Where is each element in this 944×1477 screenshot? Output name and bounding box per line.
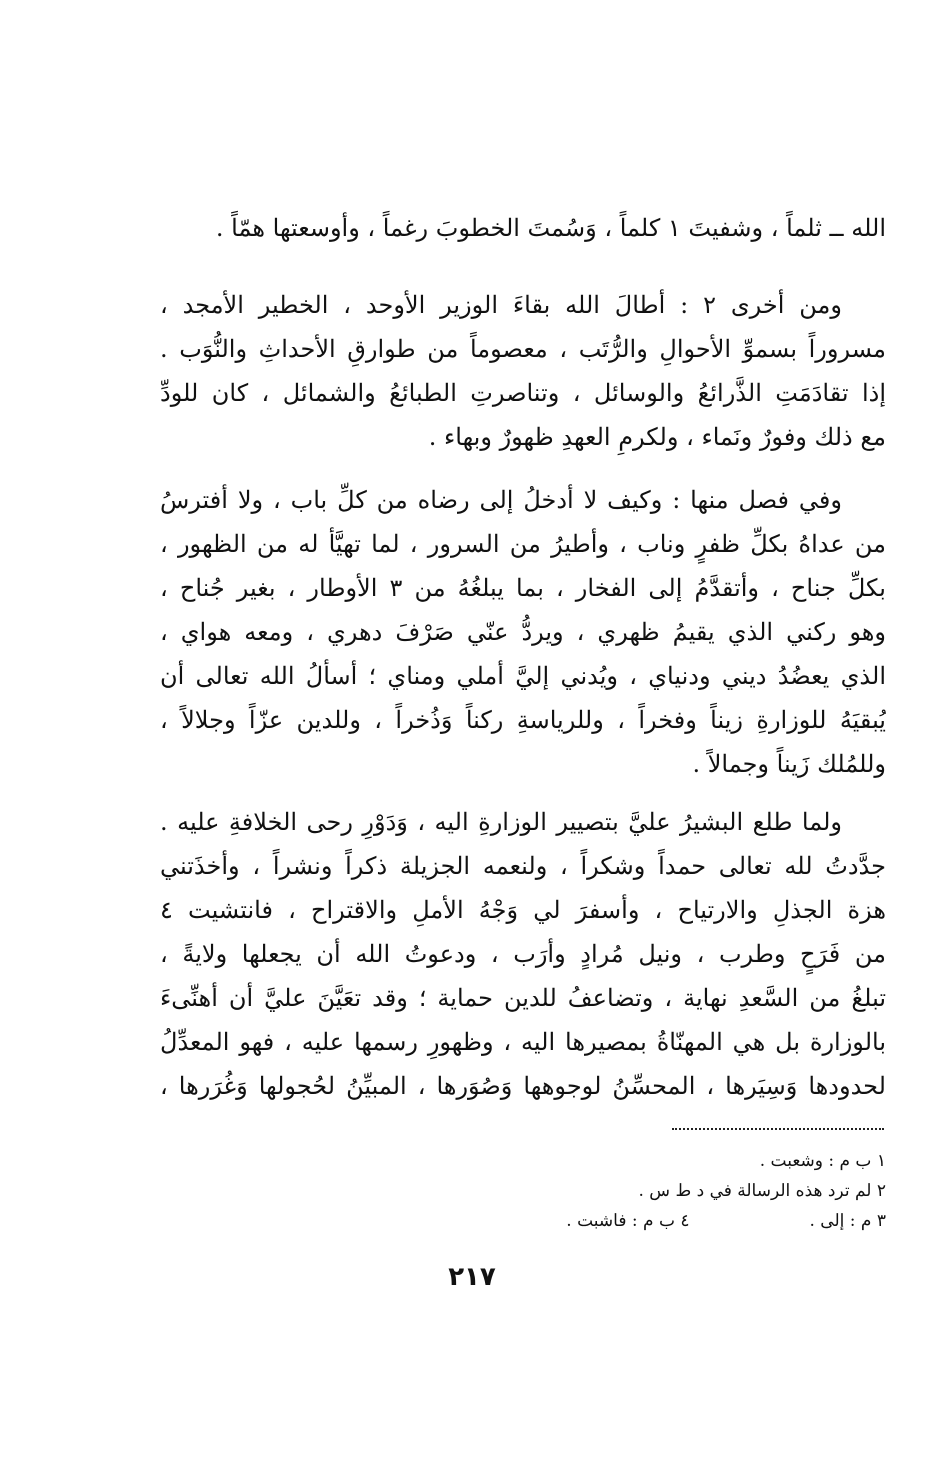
text-line: إذا تقادَمَتِ الذَّرائعُ والوسائل ، وتناصرتِ الطبائعُ والشمائل ، كان للودِّ	[160, 379, 886, 407]
text-line: بالوزارة بل هي المهنّاةُ بمصيرها اليه ، وظهورِ رسمها عليه ، فهو المعدِّلُ	[160, 1028, 886, 1056]
text-line: الذي يعضُدُ ديني ودنياي ، ويُدني إليَّ أملي ومناي ؛ أسألُ الله تعالى أن	[160, 662, 886, 690]
footnote-3: ٣ م : إلى .	[809, 1211, 886, 1231]
text-line: لحدودها وَسِيَرها ، المحسِّنُ لوجوهها وَصُوَرها ، المبيِّنُ لحُجولها وَغُرَرها ،	[160, 1072, 886, 1100]
footnote-2: ٢ لم ترد هذه الرسالة في د ط س .	[638, 1181, 886, 1201]
text-line: وفي فصل منها : وكيف لا أدخلُ إلى رضاه من كلِّ باب ، ولا أفترسُ	[160, 486, 842, 514]
text-line: مع ذلك وفورٌ ونَماء ، ولكرمِ العهدِ ظهورٌ وبهاء .	[428, 423, 886, 451]
paragraph-1	[160, 283, 886, 459]
footnote-row	[380, 1206, 886, 1236]
text-line: يُبقيَهُ للوزارةِ زيناً وفخراً ، وللرياسةِ ركناً وَذُخراً ، وللدين عزّاً وجلالاً ،	[160, 706, 886, 734]
text-line: هزة الجذلِ والارتياح ، وأسفرَ لي وَجْهُ الأملِ والاقتراح ، فانتشيت ٤	[160, 896, 886, 924]
text-line: ومن أخرى ٢ : أطالَ الله بقاءَ الوزير الأوحد ، الخطير الأمجد ،	[160, 291, 842, 319]
intro-text	[160, 206, 886, 250]
text-line: تبلغُ من السَّعدِ نهاية ، وتضاعفُ للدين حماية ؛ وقد تعَيَّنَ عليَّ أن أهنِّىءَ	[160, 984, 886, 1012]
text-line: جدَّدتُ لله تعالى حمداً وشكراً ، ولنعمه الجزيلة ذكراً ونشراً ، وأخذَتني	[160, 852, 886, 880]
footnote-divider	[672, 1128, 884, 1130]
text-line: وهو ركني الذي يقيمُ ظهري ، ويردُّ عنّي صَرْفَ دهري ، ومعه هواي ،	[160, 618, 886, 646]
page-number: ٢١٧	[448, 1262, 496, 1292]
paragraph-3	[160, 800, 886, 1108]
intro-line: الله ــ ثلماً ، وشفيتَ ١ كلماً ، وَسُمتَ الخطوبَ رغماً ، وأوسعتها همّاً .	[215, 214, 886, 242]
text-line: من عداهُ بكلِّ ظفرٍ وناب ، وأطيرُ من السرور ، لما تهيَّأ له من الظهور ،	[160, 530, 886, 558]
text-line: بكلِّ جناح ، وأتقدَّمُ إلى الفخار ، بما يبلغُهُ من ٣ الأوطار ، بغير جُناح ،	[160, 574, 886, 602]
text-line: ولما طلع البشيرُ عليَّ بتصيير الوزارةِ اليه ، وَدَوْرِ رحى الخلافةِ عليه .	[160, 808, 842, 836]
footnote-4: ٤ ب م : فاشبت .	[566, 1211, 690, 1231]
paragraph-2	[160, 478, 886, 786]
text-line: وللمُلك زَيناً وجمالاً .	[692, 750, 886, 778]
text-line: مسروراً بسموِّ الأحوالِ والرُّتَب ، معصوماً من طوارقِ الأحداثِ والنُّوَب .	[160, 335, 886, 363]
footnote-1: ١ ب م : وشعبت .	[759, 1151, 886, 1171]
text-line: من فَرَحٍ وطرب ، ونيل مُرادٍ وأرَب ، ودعوتُ الله أن يجعلها ولايةً ،	[160, 940, 886, 968]
footnotes	[380, 1146, 886, 1236]
